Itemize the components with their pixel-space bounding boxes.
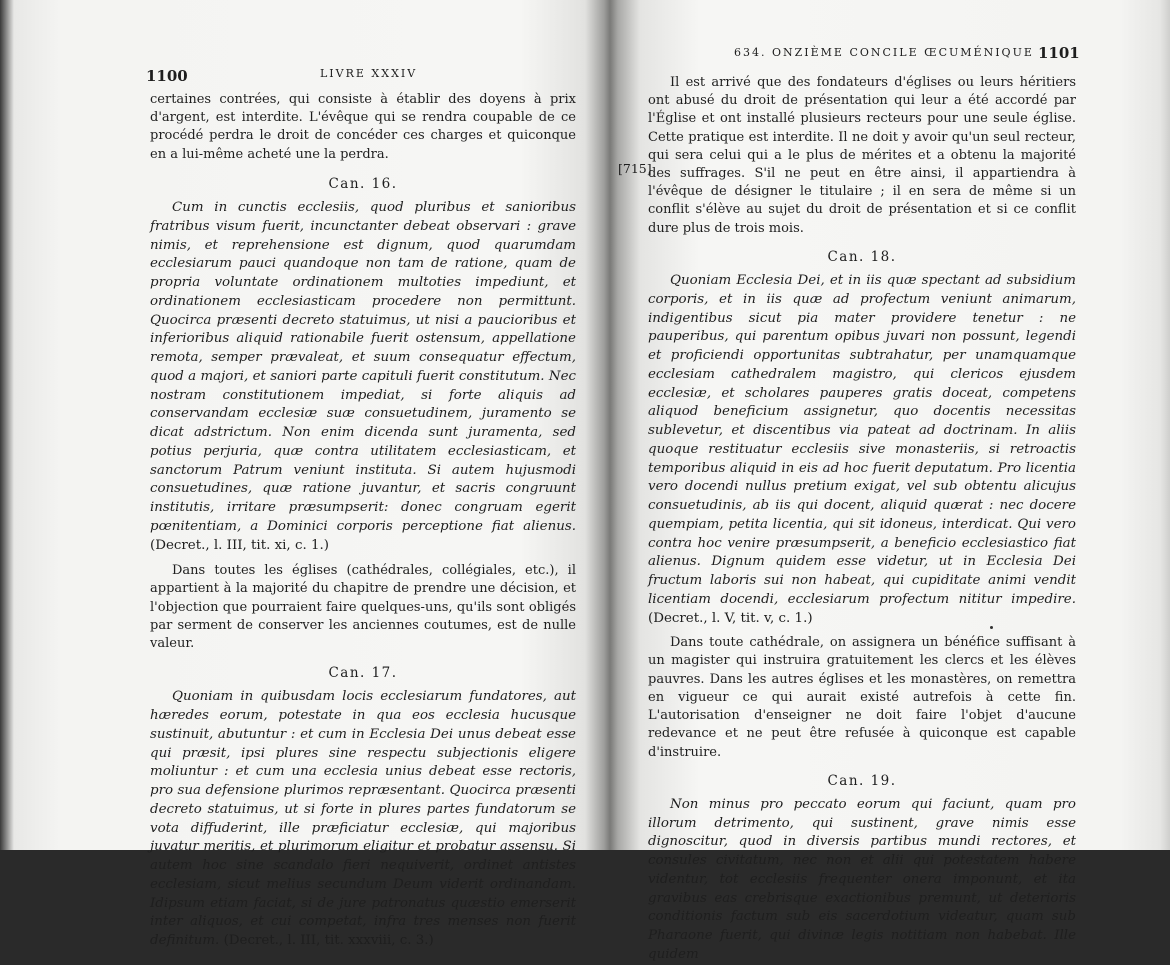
page-number: 1100 bbox=[146, 67, 188, 85]
canon-17-heading: Can. 17. bbox=[328, 665, 398, 682]
canon-19-latin: Non minus pro peccato eorum qui faciunt, quam pro illorum detrimento, qui sustinent, grave nimis esse dignoscitur, quod in diversis partibus mundi rectores, et consules civitatum, nec non et alii qui potestatem habere videntur, tot ecclesiis frequenter onera imponunt, et ita gravibus eas crebrisque exactionibus premunt, ut deterioris conditionis factum sub eis sacerdotium videatur, quam sub Pharaone fuerit, qui divinæ legis notitiam non habebat. Ille quidem bbox=[648, 796, 1076, 962]
canon-16-heading: Can. 16. bbox=[328, 175, 398, 192]
canon-18-french: Dans toute cathédrale, on assignera un bénéfice suffisant à un magister qui instruira gratuitement les clercs et les élèves pauvres. Dans les autres églises et les monastères, on remettra en vigueur ce qui aurait existé autrefois à cette fin. L'autorisation d'enseigner ne doit faire l'objet d'aucune redevance et ne peut être refusée à quiconque est capable d'instruire. bbox=[648, 635, 1076, 760]
canon-17-latin: Quoniam in quibusdam locis ecclesiarum fundatores, aut hæredes eorum, potestate in qua eos ecclesia hucusque sustinuit, abutuntur : et cum in Ecclesia Dei unus debeat esse qui præsit, ipsi plures sine respectu subjectionis eligere moliuntur : et cum una ecclesia unius debeat esse rectoris, pro sua defensione plurimos repræsentant. Quocirca præsenti decreto statuimus, ut si forte in plures partes fundatorum se vota diffuderint, ille præficiatur ecclesiæ, qui majoribus juvatur meritis, et plurimorum eligitur et probatur assensu. Si autem hoc sine scandalo fieri nequiverit, ordinet antistes ecclesiam, sicut melius secundum Deum viderit ordinandam. Idipsum etiam faciat, si de jure patronatus quæstio emerserit inter aliquos, et cui competat, infra tres menses non fuerit definitum. (Decret., l. III, tit. xxxviii, c. 3.) bbox=[150, 689, 576, 949]
running-head: 634. ONZIÈME CONCILE ŒCUMÉNIQUE bbox=[734, 46, 1034, 59]
running-head: LIVRE XXXIV bbox=[320, 67, 418, 80]
right-text-column bbox=[648, 74, 1076, 965]
margin-reference: [715] bbox=[618, 161, 652, 176]
canon-16-citation: (Decret., l. III, tit. xi, c. 1.) bbox=[150, 537, 329, 553]
intro-paragraph: Il est arrivé que des fondateurs d'églises ou leurs héritiers ont abusé du droit de présentation qui leur a été accordé par l'Église et ont installé plusieurs recteurs pour une seule église. Cette pratique est interdite. Il ne doit y avoir qu'un seul recteur, qui sera celui qui a le plus de mérites et a obtenu la majorité des suffrages. S'il ne peut en être ainsi, il appartiendra à l'évêque de désigner le titulaire ; il en sera de même si un conflit s'élève au sujet du droit de présentation et si ce conflit dure plus de trois mois. bbox=[648, 75, 1076, 236]
left-text-column bbox=[150, 91, 576, 951]
ink-speck bbox=[990, 626, 993, 629]
intro-paragraph: certaines contrées, qui consiste à établir des doyens à prix d'argent, est interdite. L'évêque qui se rendra coupable de ce procédé perdra le droit de concéder ces charges et quiconque en a lui-même acheté une la perdra. bbox=[150, 92, 576, 162]
right-page bbox=[612, 0, 1170, 962]
canon-18-citation: (Decret., l. V, tit. v, c. 1.) bbox=[648, 610, 813, 626]
canon-18-heading: Can. 18. bbox=[827, 248, 897, 265]
canon-16-latin: Cum in cunctis ecclesiis, quod pluribus et sanioribus fratribus visum fuerit, incunctanter debeat observari : grave nimis, et reprehensione est dignum, quod quarumdam ecclesiarum pauci quandoque non tam de ratione, quam de propria voluntate ordinationem multoties impediunt, et ordinationem ecclesiasticam procedere non permittunt. Quocirca præsenti decreto statuimus, ut nisi a paucioribus et inferioribus aliquid rationabile fuerit ostensum, appellatione remota, semper prævaleat, et suum consequatur effectum, quod a majori, et saniori parte capituli fuerit constitutum. Nec nostram constitutionem impediat, si forte aliquis ad conservandam ecclesiæ suæ consuetudinem, juramento se dicat adstrictum. Non enim dicenda sunt juramenta, sed potius perjuria, quæ contra utilitatem ecclesiasticam, et sanctorum Patrum veniunt instituta. Si autem hujusmodi consuetudines, quæ ratione juvantur, et sacris congruunt institutis, irritare præsumpserit: donec congruam egerit pœnitentiam, a Dominici corporis perceptione fiat alienus. (Decret., l. III, tit. xi, c. 1.) bbox=[150, 200, 576, 553]
canon-17-citation: (Decret., l. III, tit. xxxviii, c. 3.) bbox=[223, 933, 434, 949]
canon-16-french: Dans toutes les églises (cathédrales, collégiales, etc.), il appartient à la majorité du chapitre de prendre une décision, et l'objection que pourraient faire quelques-uns, qu'ils sont obligés par serment de conserver les anciennes coutumes, est de nulle valeur. bbox=[150, 563, 576, 652]
page-number: 1101 bbox=[1038, 44, 1080, 62]
canon-19-heading: Can. 19. bbox=[827, 772, 897, 789]
canon-18-latin: Quoniam Ecclesia Dei, et in iis quæ spectant ad subsidium corporis, et in iis quæ ad profectum veniunt animarum, indigentibus sicut pia mater providere tenetur : ne pauperibus, qui parentum opibus juvari non possunt, legendi et proficiendi opportunitas subtrahatur, per unamquamque ecclesiam cathedralem magistro, qui clericos ejusdem ecclesiæ, et scholares pauperes gratis doceat, competens aliquod beneficium assignetur, quo docentis necessitas sublevetur, et discentibus via pateat ad doctrinam. In aliis quoque restituatur ecclesiis sive monasteriis, si retroactis temporibus aliquid in eis ad hoc fuerit deputatum. Pro licentia vero docendi nullus pretium exigat, vel sub obtentu alicujus consuetudinis, ab iis qui docent, aliquid quærat : nec docere quempiam, petita licentia, qui sit idoneus, interdicat. Qui vero contra hoc venire præsumpserit, a beneficio ecclesiastico fiat alienus. Dignum quidem esse videtur, ut in Ecclesia Dei fructum laboris sui non habeat, qui cupiditate animi vendit licentiam docendi, ecclesiarum profectum nititur impedire. (Decret., l. V, tit. v, c. 1.) bbox=[648, 273, 1076, 626]
